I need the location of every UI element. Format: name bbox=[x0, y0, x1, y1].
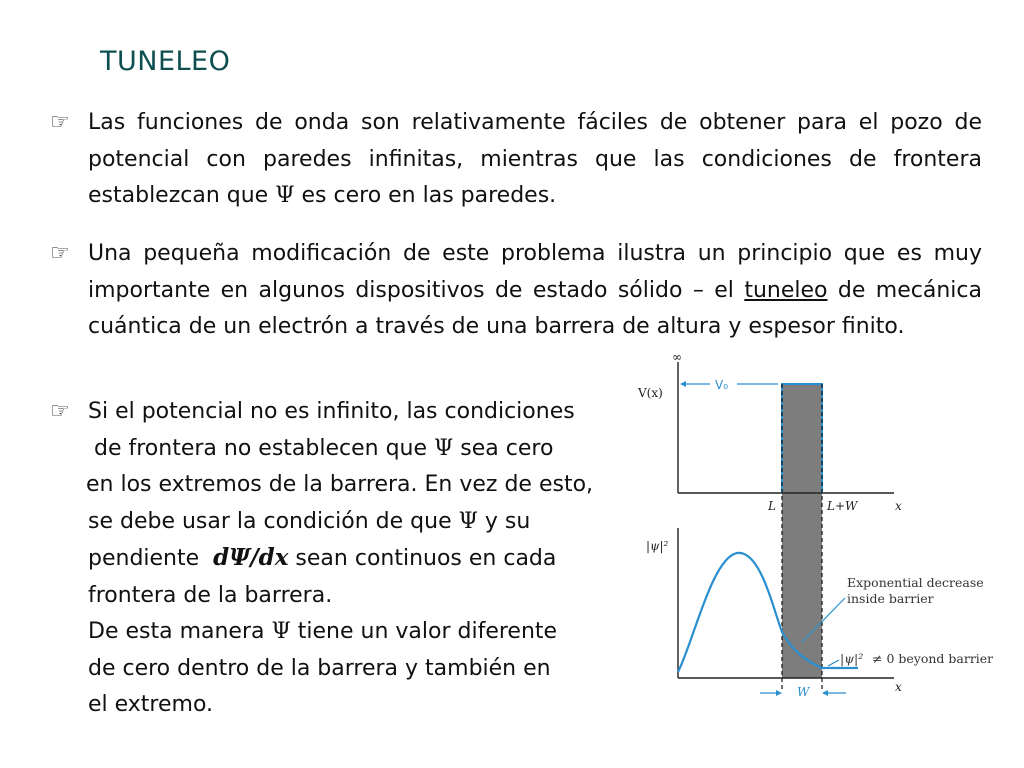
psi-symbol: Ψ bbox=[271, 619, 291, 644]
beyond-pointer bbox=[828, 660, 839, 666]
w-arrow-right-head bbox=[822, 690, 828, 696]
v0-arrow-left-head bbox=[680, 381, 686, 387]
tunneling-diagram bbox=[632, 350, 1004, 708]
bullet-3 bbox=[50, 394, 680, 724]
bullet-2-text: Una pequeña modificación de este problema ilustra un principio que es muy importante en algunos dispositivos de estado sólido – el tuneleo de mecánica cuántica de un electrón a través de una barrera de altura y espesor finito. bbox=[88, 241, 982, 339]
beyond-barrier-label: ≠ 0 beyond barrier bbox=[872, 651, 994, 666]
barrier-region bbox=[782, 384, 822, 678]
hand-pointing-icon: ☞ bbox=[50, 399, 70, 424]
l-label: L bbox=[768, 499, 776, 513]
bullet-3-line: se debe usar la condición de que Ψ y su bbox=[88, 508, 531, 534]
x-label-bottom: x bbox=[895, 680, 902, 694]
exp-decrease-label-1: Exponential decrease bbox=[847, 575, 984, 590]
bullet-3-line: De esta manera Ψ tiene un valor diferente bbox=[88, 619, 558, 644]
bullet-2 bbox=[50, 236, 982, 346]
psi-symbol: Ψ bbox=[275, 183, 295, 208]
derivative-math: dΨ/dx bbox=[213, 544, 289, 571]
x-label-top: x bbox=[895, 499, 902, 513]
beyond-psi2-label: |ψ|² bbox=[840, 651, 864, 666]
v-label: V(x) bbox=[638, 386, 663, 400]
bullet-3-line: de cero dentro de la barrera y también en bbox=[88, 655, 551, 681]
bullet-3-line: de frontera no establecen que Ψ sea cero bbox=[94, 435, 554, 461]
bullet-1 bbox=[50, 105, 982, 215]
tuneleo-underlined: tuneleo bbox=[744, 277, 828, 303]
bullet-3-text bbox=[88, 394, 680, 724]
tunneling-figure bbox=[632, 350, 1004, 708]
infinity-label: ∞ bbox=[672, 350, 682, 364]
psi-symbol: Ψ bbox=[458, 508, 478, 534]
bullet-3-line: el extremo. bbox=[88, 692, 214, 717]
lw-label: L+W bbox=[827, 499, 858, 513]
bullet-3-line: frontera de la barrera. bbox=[88, 582, 333, 608]
bullet-3-line: Si el potencial no es infinito, las condiciones bbox=[88, 399, 575, 424]
exp-decrease-label-2: inside barrier bbox=[847, 591, 934, 606]
slide-title: TUNELEO bbox=[100, 46, 231, 77]
bullet-3-line: en los extremos de la barrera. En vez de esto, bbox=[86, 472, 594, 497]
psi2-label: |ψ|² bbox=[646, 539, 669, 553]
bullet-1-text: Las funciones de onda son relativamente fáciles de obtener para el pozo de potencial con paredes infinitas, mientras que las condiciones de frontera establezcan que Ψ es cero en las paredes. bbox=[88, 110, 982, 208]
bullet-3-line: pendiente dΨ/dx sean continuos en cada bbox=[88, 544, 557, 571]
hand-pointing-icon: ☞ bbox=[50, 241, 70, 266]
w-arrow-left-head bbox=[776, 690, 782, 696]
hand-pointing-icon: ☞ bbox=[50, 110, 70, 135]
w-label: W bbox=[797, 685, 810, 699]
psi-symbol: Ψ bbox=[434, 435, 454, 461]
v0-label: V₀ bbox=[715, 378, 729, 392]
